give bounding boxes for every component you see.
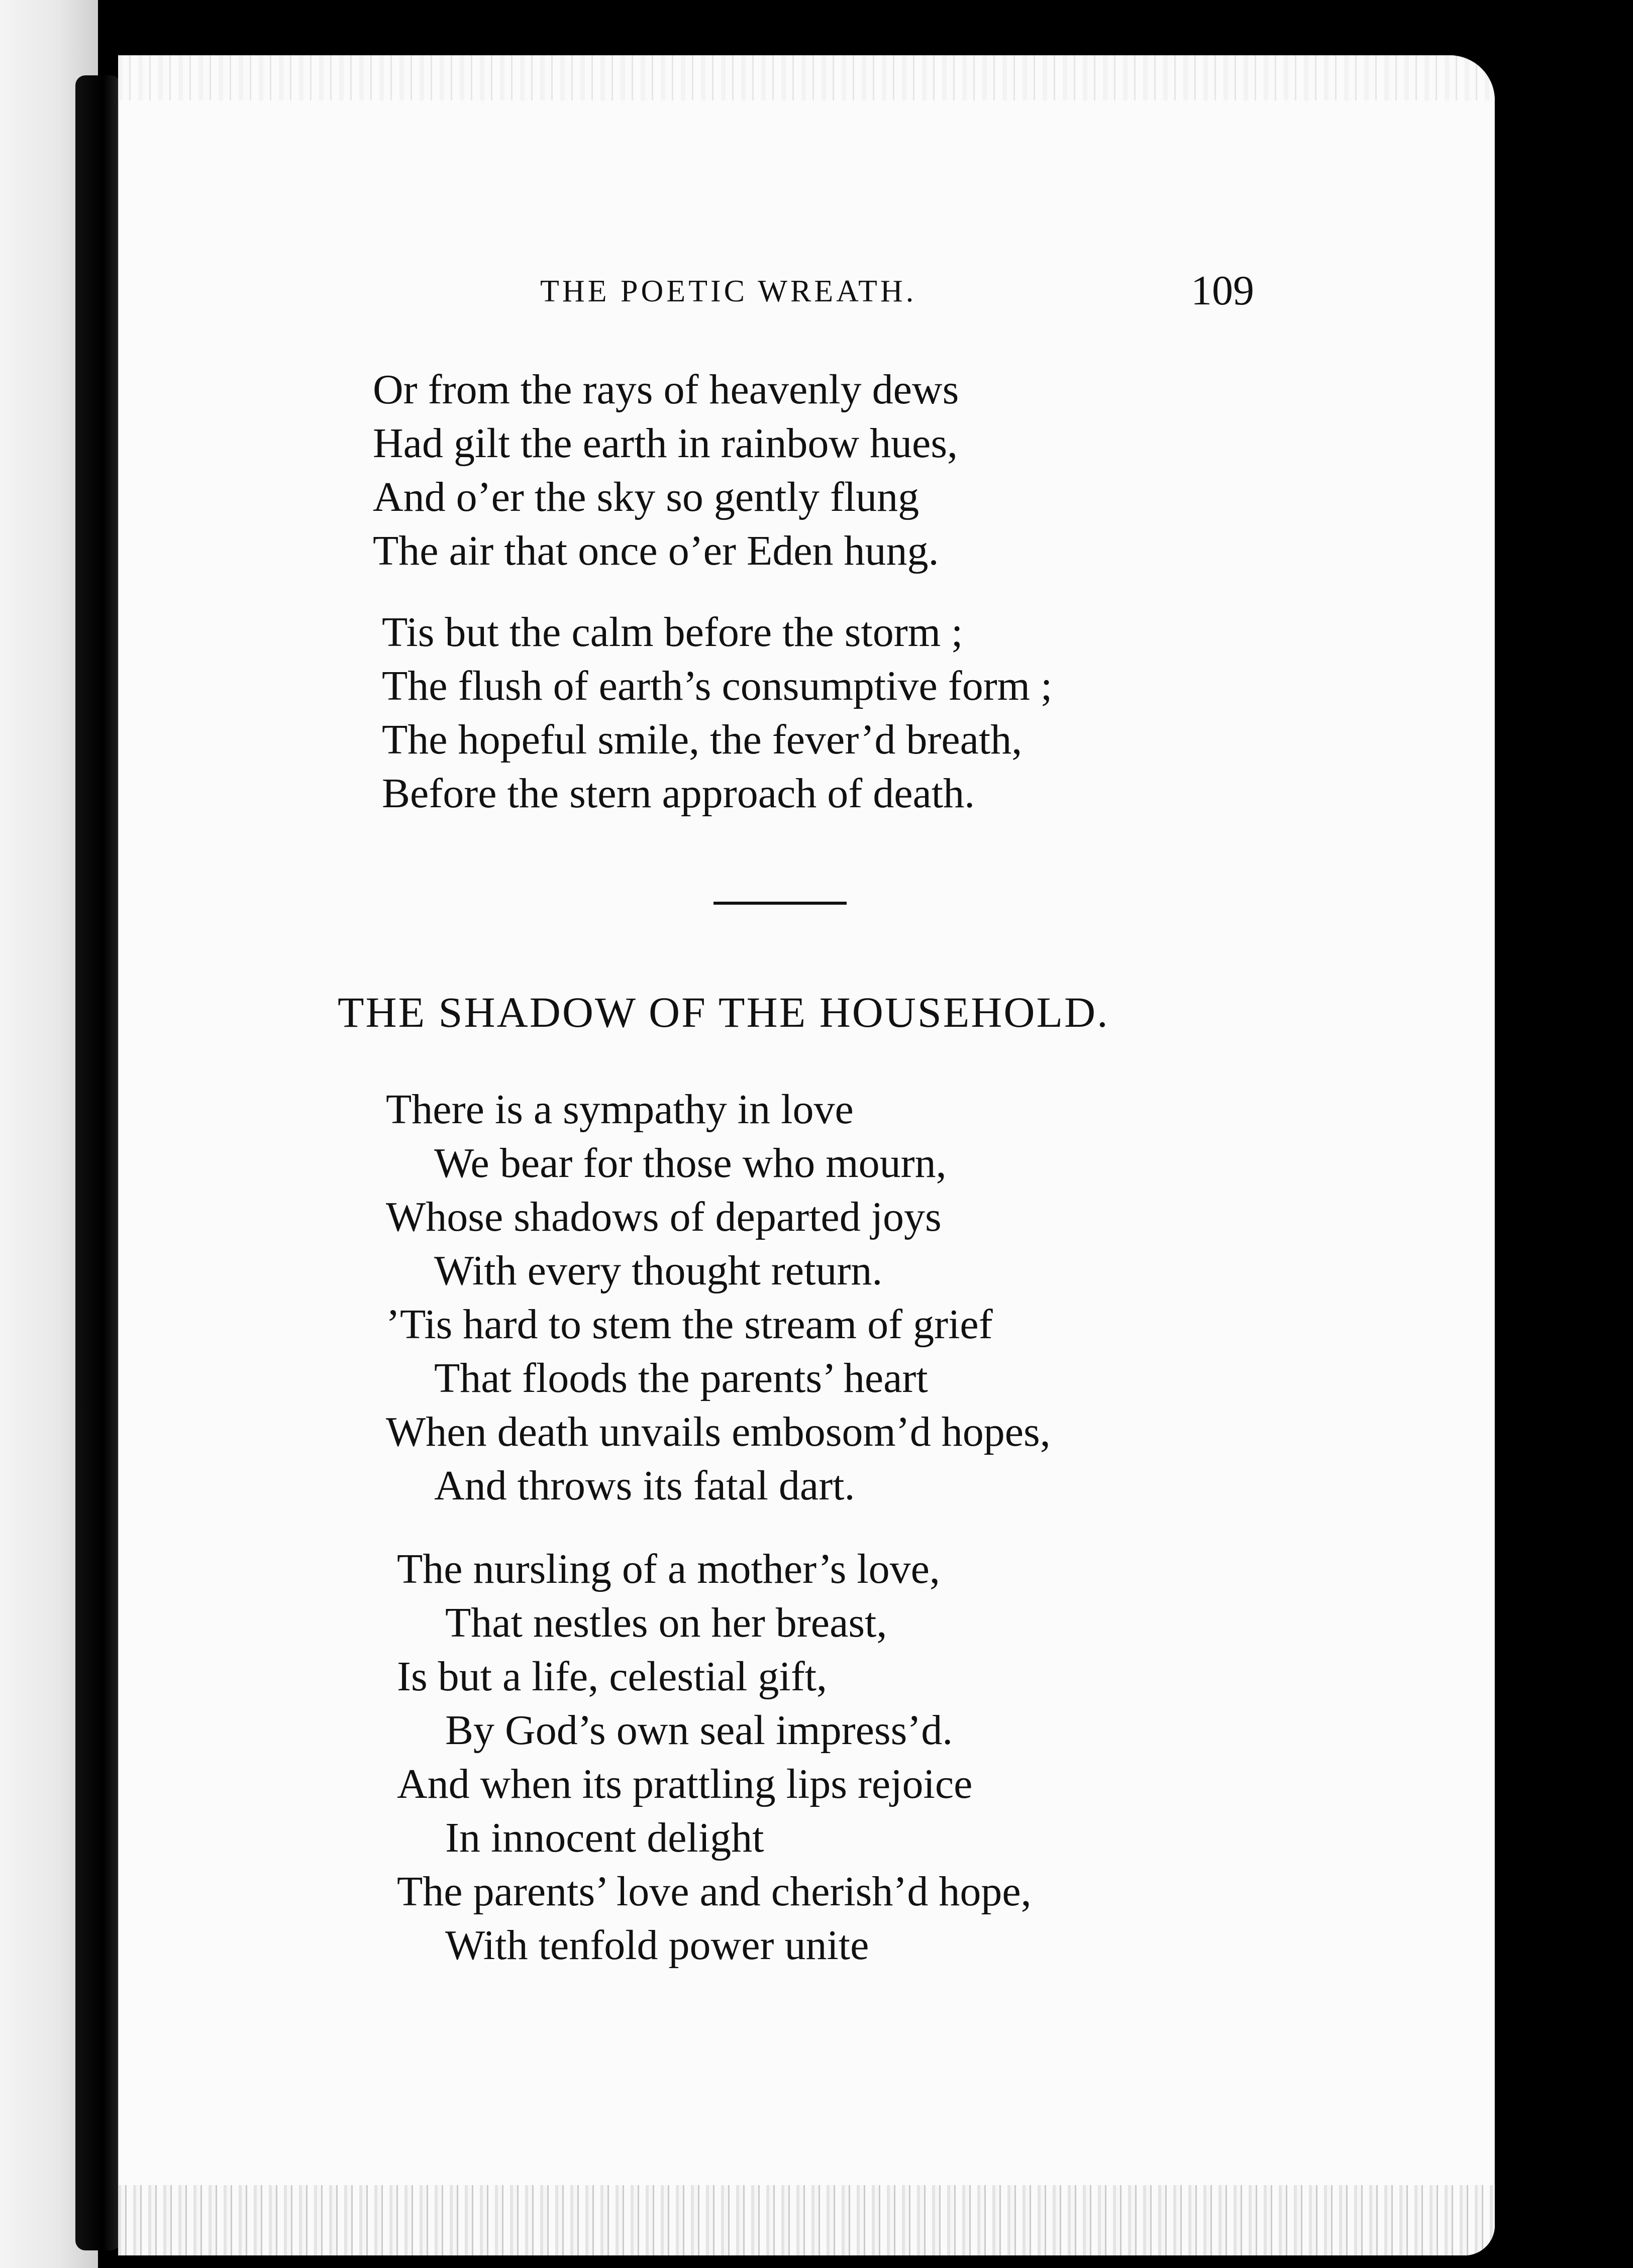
- section-divider: [713, 902, 847, 905]
- poem-line: With tenfold power unite: [445, 1922, 869, 1969]
- poem-line: When death unvails embosom’d hopes,: [386, 1409, 1051, 1455]
- poem-line: The air that once o’er Eden hung.: [373, 527, 939, 574]
- poem-line: In innocent delight: [445, 1814, 764, 1861]
- poem-line: Tis but the calm before the storm ;: [382, 609, 963, 656]
- poem-line: We bear for those who mourn,: [434, 1140, 947, 1186]
- poem-line: The hopeful smile, the fever’d breath,: [382, 716, 1023, 763]
- poem-line: Had gilt the earth in rainbow hues,: [373, 420, 958, 467]
- poem-line: Before the stern approach of death.: [382, 770, 975, 817]
- poem-line: With every thought return.: [434, 1247, 883, 1294]
- poem-line: That nestles on her breast,: [445, 1599, 887, 1646]
- book-binding-shadow: [75, 75, 121, 2250]
- poem-line: Or from the rays of heavenly dews: [373, 366, 959, 413]
- poem-line: There is a sympathy in love: [386, 1086, 854, 1133]
- poem-line: That floods the parents’ heart: [434, 1355, 928, 1401]
- page-number: 109: [1191, 267, 1254, 314]
- poem-line: Whose shadows of departed joys: [386, 1194, 942, 1240]
- poem-line: And o’er the sky so gently flung: [373, 474, 920, 520]
- continued-stanza-2: [382, 605, 1052, 820]
- poem-line: The nursling of a mother’s love,: [397, 1546, 940, 1592]
- continued-stanza-1: [373, 363, 959, 578]
- poem-stanza-2: [397, 1542, 1032, 1972]
- poem-line: The parents’ love and cherish’d hope,: [397, 1868, 1032, 1915]
- poem-stanza-1: [386, 1083, 1051, 1513]
- poem-line: By God’s own seal impress’d.: [445, 1707, 953, 1754]
- poem-line: Is but a life, celestial gift,: [397, 1653, 828, 1700]
- poem-line: The flush of earth’s consumptive form ;: [382, 663, 1053, 709]
- poem-line: ’Tis hard to stem the stream of grief: [386, 1301, 993, 1348]
- page-top-edge: [118, 55, 1495, 100]
- page-bottom-edge: [118, 2185, 1495, 2255]
- poem-line: And throws its fatal dart.: [434, 1462, 855, 1509]
- poem-line: And when its prattling lips rejoice: [397, 1761, 973, 1807]
- running-title: THE POETIC WREATH.: [540, 274, 917, 308]
- poem-title: THE SHADOW OF THE HOUSEHOLD.: [338, 988, 1109, 1036]
